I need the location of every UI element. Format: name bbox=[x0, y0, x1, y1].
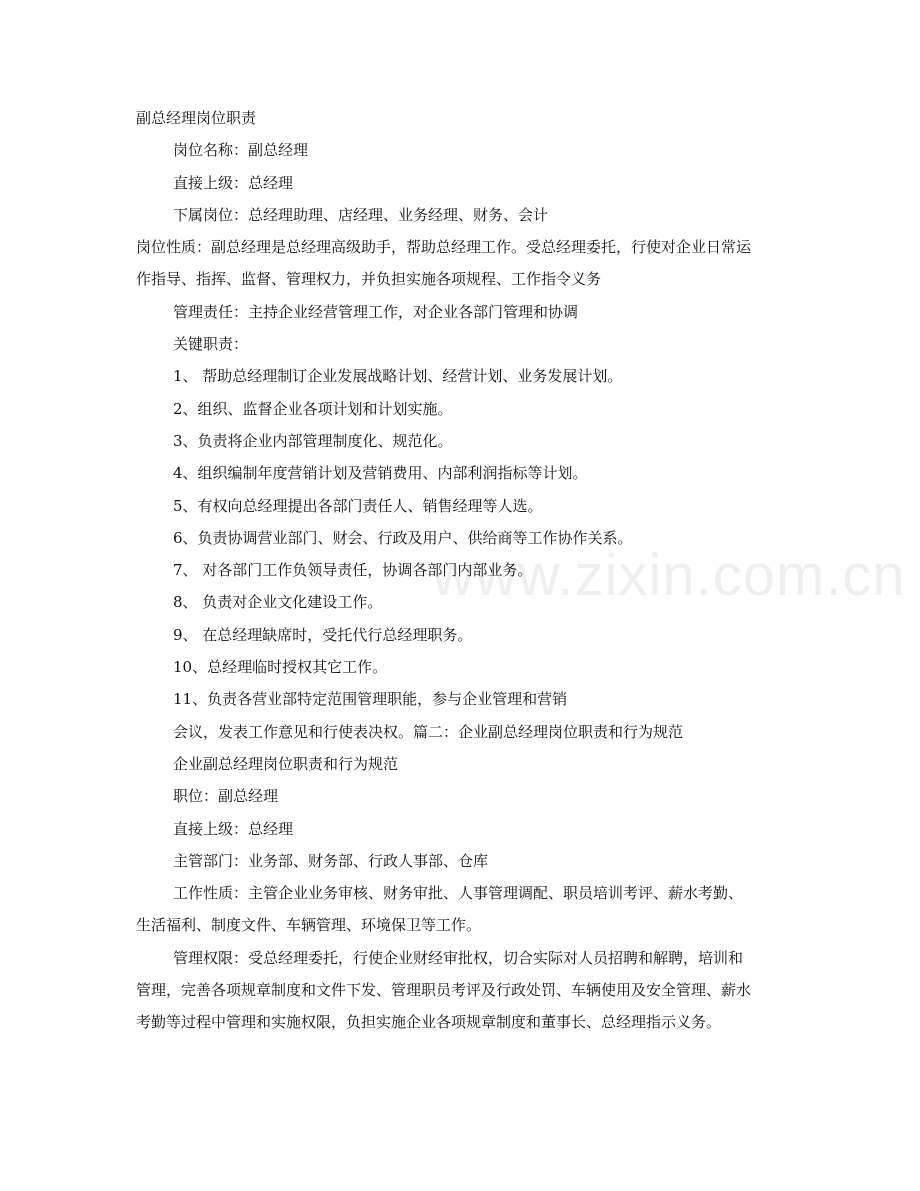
doc-line: 直接上级：总经理 bbox=[173, 173, 294, 192]
doc-line: 岗位名称：副总经理 bbox=[173, 141, 309, 160]
doc-line: 岗位性质：副总经理是总经理高级助手，帮助总经理工作。受总经理委托，行使对企业日常运 bbox=[136, 238, 752, 257]
doc-list-item: 8、 负责对企业文化建设工作。 bbox=[173, 593, 383, 612]
document-body bbox=[136, 102, 786, 1039]
doc-line: 职位：副总经理 bbox=[173, 787, 279, 806]
doc-line: 管理，完善各项规章制度和文件下发、管理职员考评及行政处罚、车辆使用及安全管理、薪水 bbox=[136, 981, 752, 1000]
doc-list-item: 11、负责各营业部特定范围管理职能，参与企业管理和营销 bbox=[173, 690, 568, 709]
doc-list-item: 4、组织编制年度营销计划及营销费用、内部利润指标等计划。 bbox=[173, 464, 588, 483]
doc-list-item: 7、 对各部门工作负领导责任，协调各部门内部业务。 bbox=[173, 561, 533, 580]
doc-line: 考勤等过程中管理和实施权限，负担实施企业各项规章制度和董事长、总经理指示义务。 bbox=[136, 1013, 722, 1032]
doc-list-item: 6、负责协调营业部门、财会、行政及用户、供给商等工作协作关系。 bbox=[173, 528, 633, 547]
doc-line: 会议，发表工作意见和行使表决权。篇二：企业副总经理岗位职责和行为规范 bbox=[173, 722, 684, 741]
doc-list-item: 9、 在总经理缺席时，受托代行总经理职务。 bbox=[173, 625, 473, 644]
doc-subtitle: 企业副总经理岗位职责和行为规范 bbox=[173, 754, 399, 773]
doc-line: 工作性质：主管企业业务审核、财务审批、人事管理调配、职员培训考评、薪水考勤、 bbox=[173, 884, 744, 903]
doc-list-item: 5、有权向总经理提出各部门责任人、销售经理等人选。 bbox=[173, 496, 543, 515]
doc-line: 关键职责： bbox=[173, 335, 249, 354]
doc-line: 主管部门：业务部、财务部、行政人事部、仓库 bbox=[173, 851, 489, 870]
doc-title: 副总经理岗位职责 bbox=[136, 109, 257, 127]
doc-list-item: 10、总经理临时授权其它工作。 bbox=[173, 658, 388, 677]
doc-line: 生活福利、制度文件、车辆管理、环境保卫等工作。 bbox=[136, 916, 482, 935]
doc-line: 直接上级：总经理 bbox=[173, 819, 294, 838]
doc-line: 管理责任：主持企业经营管理工作，对企业各部门管理和协调 bbox=[173, 302, 579, 321]
doc-line: 下属岗位：总经理助理、店经理、业务经理、财务、会计 bbox=[173, 205, 549, 224]
doc-list-item: 1、 帮助总经理制订企业发展战略计划、经营计划、业务发展计划。 bbox=[173, 367, 623, 386]
doc-list-item: 2、组织、监督企业各项计划和计划实施。 bbox=[173, 399, 453, 418]
doc-line: 管理权限：受总经理委托，行使企业财经审批权，切合实际对人员招聘和解聘，培训和 bbox=[173, 948, 744, 967]
watermark: www.zixin.com.cn bbox=[432, 543, 906, 608]
doc-line: 作指导、指挥、监督、管理权力，并负担实施各项规程、工作指令义务 bbox=[136, 270, 602, 289]
doc-list-item: 3、负责将企业内部管理制度化、规范化。 bbox=[173, 431, 453, 450]
